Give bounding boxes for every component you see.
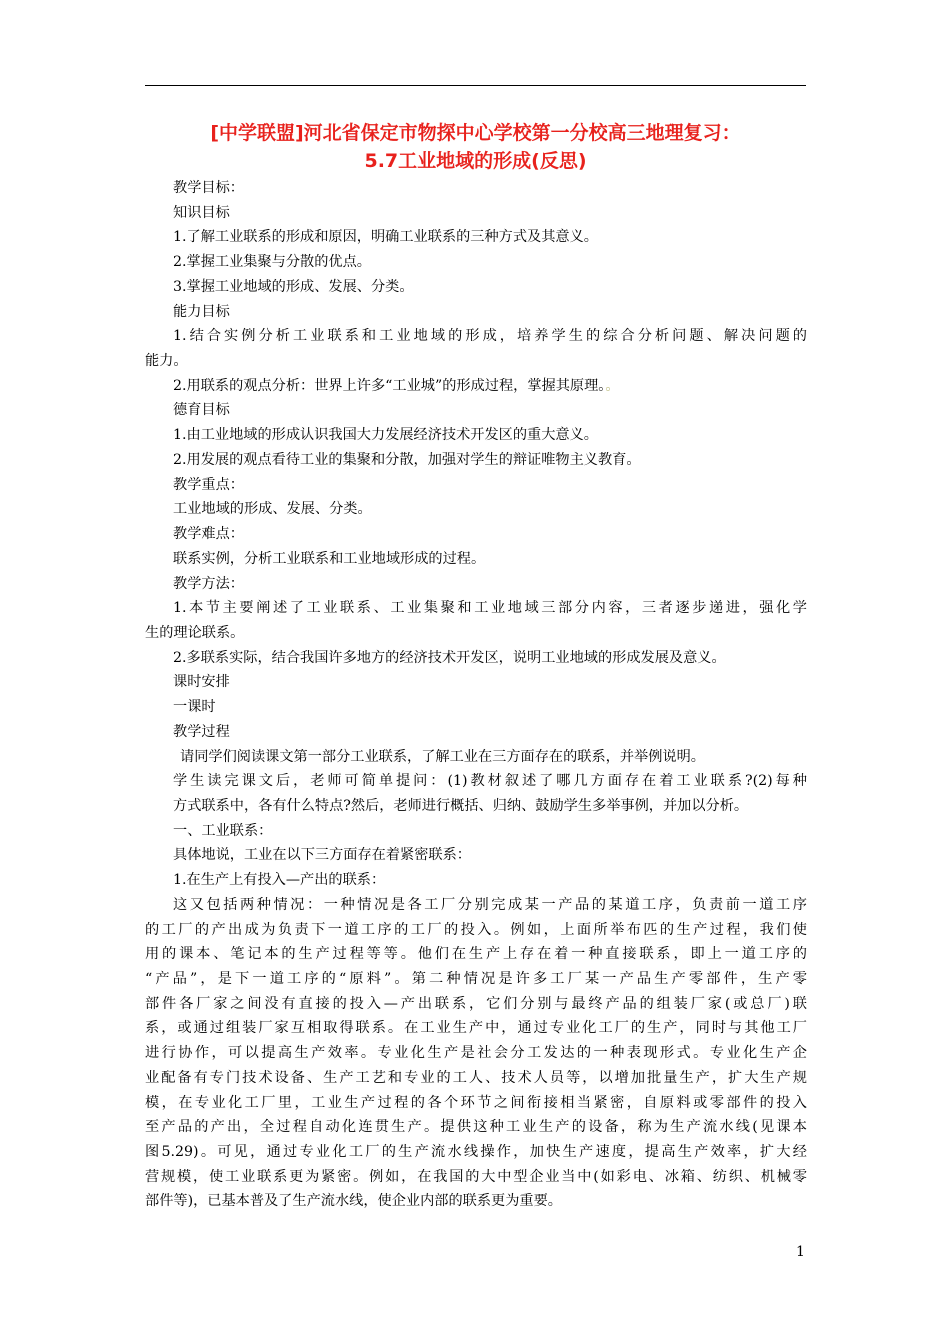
line-text: 一、工业联系： bbox=[173, 822, 273, 839]
line-text: 1.由工业地域的形成认识我国大力发展经济技术开发区的重大意义。 bbox=[173, 427, 598, 444]
text-line bbox=[145, 695, 807, 720]
line-text: 能力。 bbox=[145, 353, 188, 370]
line-text: 一课时 bbox=[173, 699, 216, 716]
text-line bbox=[145, 448, 807, 473]
line-text: 能力目标 bbox=[173, 303, 230, 320]
text-line bbox=[145, 918, 807, 943]
line-text: 进行协作，可以提高生产效率。专业化生产是社会分工发达的一种表现形式。专业化生产企 bbox=[145, 1045, 807, 1062]
text-line bbox=[145, 300, 807, 325]
text-line bbox=[145, 893, 807, 918]
text-line bbox=[145, 1066, 807, 1091]
text-line bbox=[145, 745, 807, 770]
line-text: 教学重点： bbox=[173, 476, 244, 493]
line-text: 1.本节主要阐述了工业联系、工业集聚和工业地域三部分内容，三者逐步递进，强化学 bbox=[173, 600, 807, 617]
text-line bbox=[145, 646, 807, 671]
line-text: 德育目标 bbox=[173, 402, 230, 419]
line-text: 部件等)，已基本普及了生产流水线，使企业内部的联系更为重要。 bbox=[145, 1193, 562, 1210]
text-line bbox=[145, 522, 807, 547]
text-line bbox=[145, 769, 807, 794]
line-text: 课时安排 bbox=[173, 674, 230, 691]
line-text: 1.了解工业联系的形成和原因，明确工业联系的三种方式及其意义。 bbox=[173, 229, 598, 246]
text-line bbox=[145, 942, 807, 967]
line-text: 1.结合实例分析工业联系和工业地域的形成，培养学生的综合分析问题、解决问题的 bbox=[173, 328, 807, 345]
line-text: 2.用发展的观点看待工业的集聚和分散，加强对学生的辩证唯物主义教育。 bbox=[173, 451, 641, 468]
text-line bbox=[145, 1189, 807, 1214]
line-text: 模，在专业化工厂里，工业生产过程的各个环节之间衔接相当紧密，自原料或零部件的投入 bbox=[145, 1094, 807, 1111]
text-line bbox=[145, 967, 807, 992]
line-text: 至产品的产出，全过程自动化连贯生产。提供这种工业生产的设备，称为生产流水线(见课本 bbox=[145, 1119, 807, 1136]
line-text: 生的理论联系。 bbox=[145, 624, 245, 641]
text-line bbox=[145, 596, 807, 621]
text-line bbox=[145, 324, 807, 349]
text-line bbox=[145, 1016, 807, 1041]
text-line bbox=[145, 275, 807, 300]
line-text: 2.掌握工业集聚与分散的优点。 bbox=[173, 254, 371, 271]
text-line bbox=[145, 225, 807, 250]
line-text: 学生读完课文后，老师可简单提问：(1)教材叙述了哪几方面存在着工业联系?(2)每种 bbox=[173, 773, 807, 790]
text-line bbox=[145, 1091, 807, 1116]
text-line bbox=[145, 349, 807, 374]
line-text: 用的课本、笔记本的生产过程等等。他们在生产上存在着一种直接联系，即上一道工序的 bbox=[145, 946, 807, 963]
document-body bbox=[145, 176, 807, 1214]
line-text: 图5.29)。可见，通过专业化工厂的生产流水线操作，加快生产速度，提高生产效率，扩大经 bbox=[145, 1144, 807, 1161]
line-text: 联系实例，分析工业联系和工业地域形成的过程。 bbox=[173, 550, 486, 567]
line-text: 具体地说，工业在以下三方面存在着紧密联系： bbox=[173, 847, 471, 864]
text-line bbox=[145, 1041, 807, 1066]
line-text: 3.掌握工业地域的形成、发展、分类。 bbox=[173, 278, 414, 295]
line-text: 1.在生产上有投入—产出的联系： bbox=[173, 872, 386, 889]
text-line bbox=[145, 843, 807, 868]
line-text: 系，或通过组装厂家互相取得联系。在工业生产中，通过专业化工厂的生产，同时与其他工厂 bbox=[145, 1020, 807, 1037]
text-line bbox=[145, 670, 807, 695]
line-text: 教学难点： bbox=[173, 526, 244, 543]
text-line bbox=[145, 621, 807, 646]
line-text: 营规模，使工业联系更为紧密。例如，在我国的大中型企业当中(如彩电、冰箱、纺织、机械零 bbox=[145, 1168, 807, 1185]
line-text: 教学目标： bbox=[173, 180, 244, 196]
line-text: “产品”，是下一道工序的“原料”。第二种情况是许多工厂某一产品生产零部件，生产零 bbox=[145, 971, 807, 987]
document-title-line2: 5.7工业地域的形成(反思) bbox=[364, 150, 587, 172]
text-line bbox=[145, 1115, 807, 1140]
line-text: 的工厂的产出成为负责下一道工序的工厂的投入。例如，上面所举布匹的生产过程，我们使 bbox=[145, 921, 807, 938]
text-line bbox=[145, 374, 807, 399]
line-text: 知识目标 bbox=[173, 204, 230, 221]
line-text: 请同学们阅读课文第一部分工业联系，了解工业在三方面存在的联系，并举例说明。 bbox=[180, 748, 705, 765]
text-line bbox=[145, 547, 807, 572]
text-line bbox=[145, 1140, 807, 1165]
line-text: 工业地域的形成、发展、分类。 bbox=[173, 501, 372, 518]
text-line bbox=[145, 201, 807, 226]
page-number: 1 bbox=[796, 1244, 805, 1260]
text-line bbox=[145, 473, 807, 498]
stray-mark: 。 bbox=[605, 377, 620, 394]
line-text: 2.多联系实际，结合我国许多地方的经济技术开发区，说明工业地域的形成发展及意义。 bbox=[173, 649, 726, 666]
text-line bbox=[145, 819, 807, 844]
header-rule bbox=[145, 85, 806, 86]
text-line bbox=[145, 794, 807, 819]
line-text: 这又包括两种情况：一种情况是各工厂分别完成某一产品的某道工序，负责前一道工序 bbox=[173, 896, 807, 913]
line-text: 部件各厂家之间没有直接的投入—产出联系，它们分别与最终产品的组装厂家(或总厂)联 bbox=[145, 995, 807, 1012]
text-line bbox=[145, 720, 807, 745]
text-line bbox=[145, 176, 807, 201]
text-line bbox=[145, 423, 807, 448]
text-line bbox=[145, 992, 807, 1017]
document-title-line1: [中学联盟]河北省保定市物探中心学校第一分校高三地理复习： bbox=[210, 122, 741, 144]
text-line bbox=[145, 398, 807, 423]
text-line bbox=[145, 497, 807, 522]
text-line bbox=[145, 250, 807, 275]
text-line bbox=[145, 1165, 807, 1190]
line-text: 教学方法： bbox=[173, 575, 244, 592]
line-text: 业配备有专门技术设备、生产工艺和专业的工人、技术人员等，以增加批量生产，扩大生产规 bbox=[145, 1069, 807, 1086]
text-line bbox=[145, 572, 807, 597]
line-text: 2.用联系的观点分析：世界上许多“工业城”的形成过程，掌握其原理。 bbox=[173, 377, 606, 394]
line-text: 方式联系中，各有什么特点?然后，老师进行概括、归纳、鼓励学生多举事例，并加以分析。 bbox=[173, 797, 749, 814]
text-line bbox=[145, 868, 807, 893]
line-text: 教学过程 bbox=[173, 723, 230, 740]
